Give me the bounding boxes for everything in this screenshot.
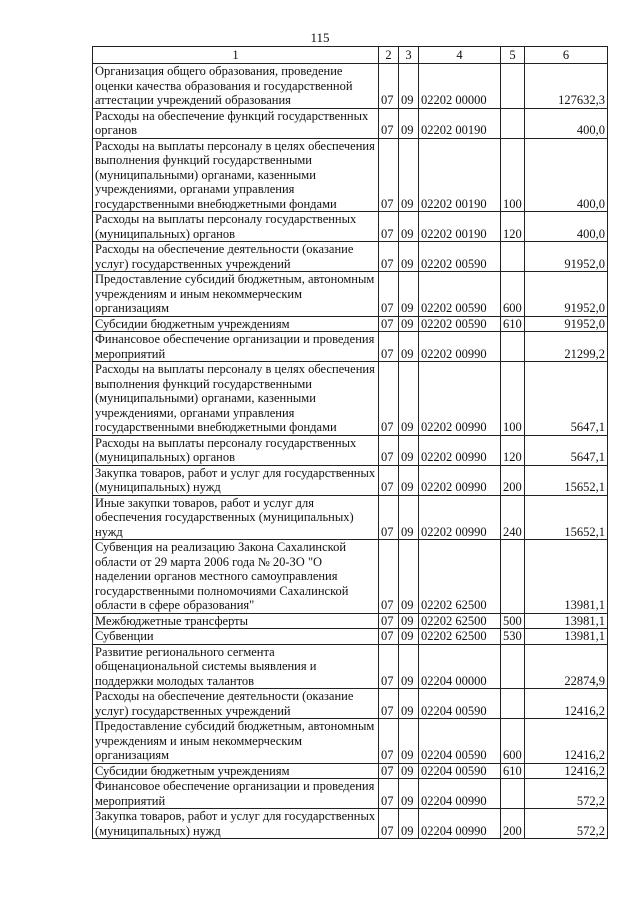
- row-expense-type: 200: [501, 465, 525, 495]
- header-row: [93, 47, 608, 64]
- row-expense-type: [501, 332, 525, 362]
- row-amount: 21299,2: [525, 332, 608, 362]
- table-row: [93, 362, 608, 436]
- row-target-article: 02204 00990: [419, 779, 501, 809]
- row-section: 07: [379, 272, 399, 317]
- row-subsection: 09: [399, 64, 419, 109]
- row-target-article: 02202 62500: [419, 629, 501, 645]
- row-amount: 91952,0: [525, 272, 608, 317]
- row-amount: 12416,2: [525, 763, 608, 779]
- row-section: 07: [379, 719, 399, 764]
- row-expense-type: 610: [501, 763, 525, 779]
- table-row: [93, 272, 608, 317]
- row-name: Субсидии бюджетным учреждениям: [93, 763, 379, 779]
- table-row: [93, 495, 608, 540]
- row-target-article: 02204 00990: [419, 809, 501, 839]
- row-expense-type: [501, 64, 525, 109]
- row-section: 07: [379, 465, 399, 495]
- row-section: 07: [379, 763, 399, 779]
- row-name: Закупка товаров, работ и услуг для государственных (муниципальных) нужд: [93, 465, 379, 495]
- row-target-article: 02202 00000: [419, 64, 501, 109]
- row-target-article: 02202 00990: [419, 495, 501, 540]
- row-target-article: 02202 00190: [419, 108, 501, 138]
- row-subsection: 09: [399, 495, 419, 540]
- row-section: 07: [379, 332, 399, 362]
- row-name: Предоставление субсидий бюджетным, автономным учреждениям и иным некоммерческим организациям: [93, 272, 379, 317]
- header-col-4: 4: [419, 47, 501, 64]
- row-amount: 400,0: [525, 138, 608, 212]
- row-expense-type: [501, 242, 525, 272]
- row-name: Закупка товаров, работ и услуг для государственных (муниципальных) нужд: [93, 809, 379, 839]
- table-row: [93, 465, 608, 495]
- row-expense-type: 600: [501, 719, 525, 764]
- table-row: [93, 763, 608, 779]
- row-name: Иные закупки товаров, работ и услуг для обеспечения государственных (муниципальных) нужд: [93, 495, 379, 540]
- row-amount: 5647,1: [525, 362, 608, 436]
- row-amount: 127632,3: [525, 64, 608, 109]
- row-name: Финансовое обеспечение организации и проведения мероприятий: [93, 779, 379, 809]
- row-section: 07: [379, 629, 399, 645]
- row-name: Расходы на выплаты персоналу государственных (муниципальных) органов: [93, 435, 379, 465]
- row-subsection: 09: [399, 809, 419, 839]
- header-col-5: 5: [501, 47, 525, 64]
- row-amount: 13981,1: [525, 629, 608, 645]
- row-target-article: 02202 62500: [419, 540, 501, 614]
- row-name: Расходы на выплаты персоналу в целях обеспечения выполнения функций государственными (муниципальными) органами, казенными учреждениями, органами управления государственными внебюджетными фондами: [93, 138, 379, 212]
- row-name: Развитие регионального сегмента общенациональной системы выявления и поддержки молодых талантов: [93, 644, 379, 689]
- row-subsection: 09: [399, 613, 419, 629]
- row-name: Субвенция на реализацию Закона Сахалинской области от 29 марта 2006 года № 20-ЗО "О наделении органов местного самоуправления государственными полномочиями Сахалинской области в сфере образования": [93, 540, 379, 614]
- row-amount: 91952,0: [525, 242, 608, 272]
- row-amount: 572,2: [525, 779, 608, 809]
- row-name: Субвенции: [93, 629, 379, 645]
- row-amount: 400,0: [525, 212, 608, 242]
- row-subsection: 09: [399, 272, 419, 317]
- row-subsection: 09: [399, 719, 419, 764]
- row-expense-type: 240: [501, 495, 525, 540]
- table-row: [93, 779, 608, 809]
- header-col-2: 2: [379, 47, 399, 64]
- row-subsection: 09: [399, 316, 419, 332]
- budget-table: [92, 46, 608, 839]
- header-col-6: 6: [525, 47, 608, 64]
- row-name: Расходы на обеспечение функций государственных органов: [93, 108, 379, 138]
- row-name: Межбюджетные трансферты: [93, 613, 379, 629]
- row-target-article: 02204 00590: [419, 689, 501, 719]
- row-expense-type: [501, 779, 525, 809]
- table-row: [93, 242, 608, 272]
- row-section: 07: [379, 362, 399, 436]
- row-section: 07: [379, 495, 399, 540]
- row-subsection: 09: [399, 138, 419, 212]
- table-row: [93, 540, 608, 614]
- row-subsection: 09: [399, 212, 419, 242]
- row-name: Предоставление субсидий бюджетным, автономным учреждениям и иным некоммерческим организациям: [93, 719, 379, 764]
- row-name: Расходы на выплаты персоналу государственных (муниципальных) органов: [93, 212, 379, 242]
- table-body: [93, 64, 608, 839]
- row-expense-type: 600: [501, 272, 525, 317]
- row-section: 07: [379, 108, 399, 138]
- row-target-article: 02202 00990: [419, 435, 501, 465]
- row-target-article: 02202 00190: [419, 212, 501, 242]
- row-expense-type: 120: [501, 435, 525, 465]
- table-row: [93, 138, 608, 212]
- row-subsection: 09: [399, 644, 419, 689]
- row-target-article: 02204 00590: [419, 719, 501, 764]
- row-amount: 15652,1: [525, 465, 608, 495]
- row-expense-type: 100: [501, 362, 525, 436]
- row-amount: 5647,1: [525, 435, 608, 465]
- row-section: 07: [379, 809, 399, 839]
- row-subsection: 09: [399, 362, 419, 436]
- row-amount: 572,2: [525, 809, 608, 839]
- table-row: [93, 809, 608, 839]
- table-row: [93, 719, 608, 764]
- row-amount: 12416,2: [525, 689, 608, 719]
- row-name: Расходы на обеспечение деятельности (оказание услуг) государственных учреждений: [93, 242, 379, 272]
- row-target-article: 02202 00590: [419, 316, 501, 332]
- row-section: 07: [379, 64, 399, 109]
- row-target-article: 02204 00590: [419, 763, 501, 779]
- row-expense-type: [501, 108, 525, 138]
- row-section: 07: [379, 644, 399, 689]
- row-expense-type: [501, 644, 525, 689]
- row-target-article: 02202 00990: [419, 465, 501, 495]
- table-row: [93, 435, 608, 465]
- page-number: 115: [310, 30, 330, 45]
- row-expense-type: [501, 540, 525, 614]
- table-row: [93, 629, 608, 645]
- row-expense-type: 610: [501, 316, 525, 332]
- row-amount: 12416,2: [525, 719, 608, 764]
- row-section: 07: [379, 689, 399, 719]
- row-section: 07: [379, 242, 399, 272]
- row-target-article: 02202 00190: [419, 138, 501, 212]
- row-expense-type: 120: [501, 212, 525, 242]
- row-expense-type: [501, 689, 525, 719]
- table-row: [93, 212, 608, 242]
- table-row: [93, 644, 608, 689]
- row-subsection: 09: [399, 465, 419, 495]
- row-target-article: 02202 00590: [419, 242, 501, 272]
- row-name: Финансовое обеспечение организации и проведения мероприятий: [93, 332, 379, 362]
- table-row: [93, 64, 608, 109]
- row-amount: 22874,9: [525, 644, 608, 689]
- table-row: [93, 108, 608, 138]
- row-name: Расходы на обеспечение деятельности (оказание услуг) государственных учреждений: [93, 689, 379, 719]
- row-target-article: 02202 00990: [419, 362, 501, 436]
- row-subsection: 09: [399, 689, 419, 719]
- row-expense-type: 500: [501, 613, 525, 629]
- row-name: Субсидии бюджетным учреждениям: [93, 316, 379, 332]
- row-expense-type: 100: [501, 138, 525, 212]
- table-row: [93, 613, 608, 629]
- row-subsection: 09: [399, 540, 419, 614]
- row-subsection: 09: [399, 332, 419, 362]
- row-amount: 91952,0: [525, 316, 608, 332]
- row-target-article: 02202 00590: [419, 272, 501, 317]
- row-subsection: 09: [399, 779, 419, 809]
- row-section: 07: [379, 316, 399, 332]
- row-section: 07: [379, 540, 399, 614]
- row-name: Расходы на выплаты персоналу в целях обеспечения выполнения функций государственными (муниципальными) органами, казенными учреждениями, органами управления государственными внебюджетными фондами: [93, 362, 379, 436]
- row-amount: 13981,1: [525, 613, 608, 629]
- table-row: [93, 332, 608, 362]
- row-target-article: 02204 00000: [419, 644, 501, 689]
- row-amount: 15652,1: [525, 495, 608, 540]
- row-name: Организация общего образования, проведение оценки качества образования и государственной аттестации учреждений образования: [93, 64, 379, 109]
- row-section: 07: [379, 435, 399, 465]
- row-subsection: 09: [399, 629, 419, 645]
- row-amount: 400,0: [525, 108, 608, 138]
- row-section: 07: [379, 779, 399, 809]
- row-amount: 13981,1: [525, 540, 608, 614]
- header-col-3: 3: [399, 47, 419, 64]
- row-subsection: 09: [399, 242, 419, 272]
- row-subsection: 09: [399, 763, 419, 779]
- table-row: [93, 689, 608, 719]
- row-expense-type: 530: [501, 629, 525, 645]
- table-row: [93, 316, 608, 332]
- row-target-article: 02202 62500: [419, 613, 501, 629]
- row-subsection: 09: [399, 435, 419, 465]
- row-subsection: 09: [399, 108, 419, 138]
- row-section: 07: [379, 212, 399, 242]
- row-section: 07: [379, 138, 399, 212]
- row-expense-type: 200: [501, 809, 525, 839]
- row-target-article: 02202 00990: [419, 332, 501, 362]
- header-col-1: 1: [93, 47, 379, 64]
- row-section: 07: [379, 613, 399, 629]
